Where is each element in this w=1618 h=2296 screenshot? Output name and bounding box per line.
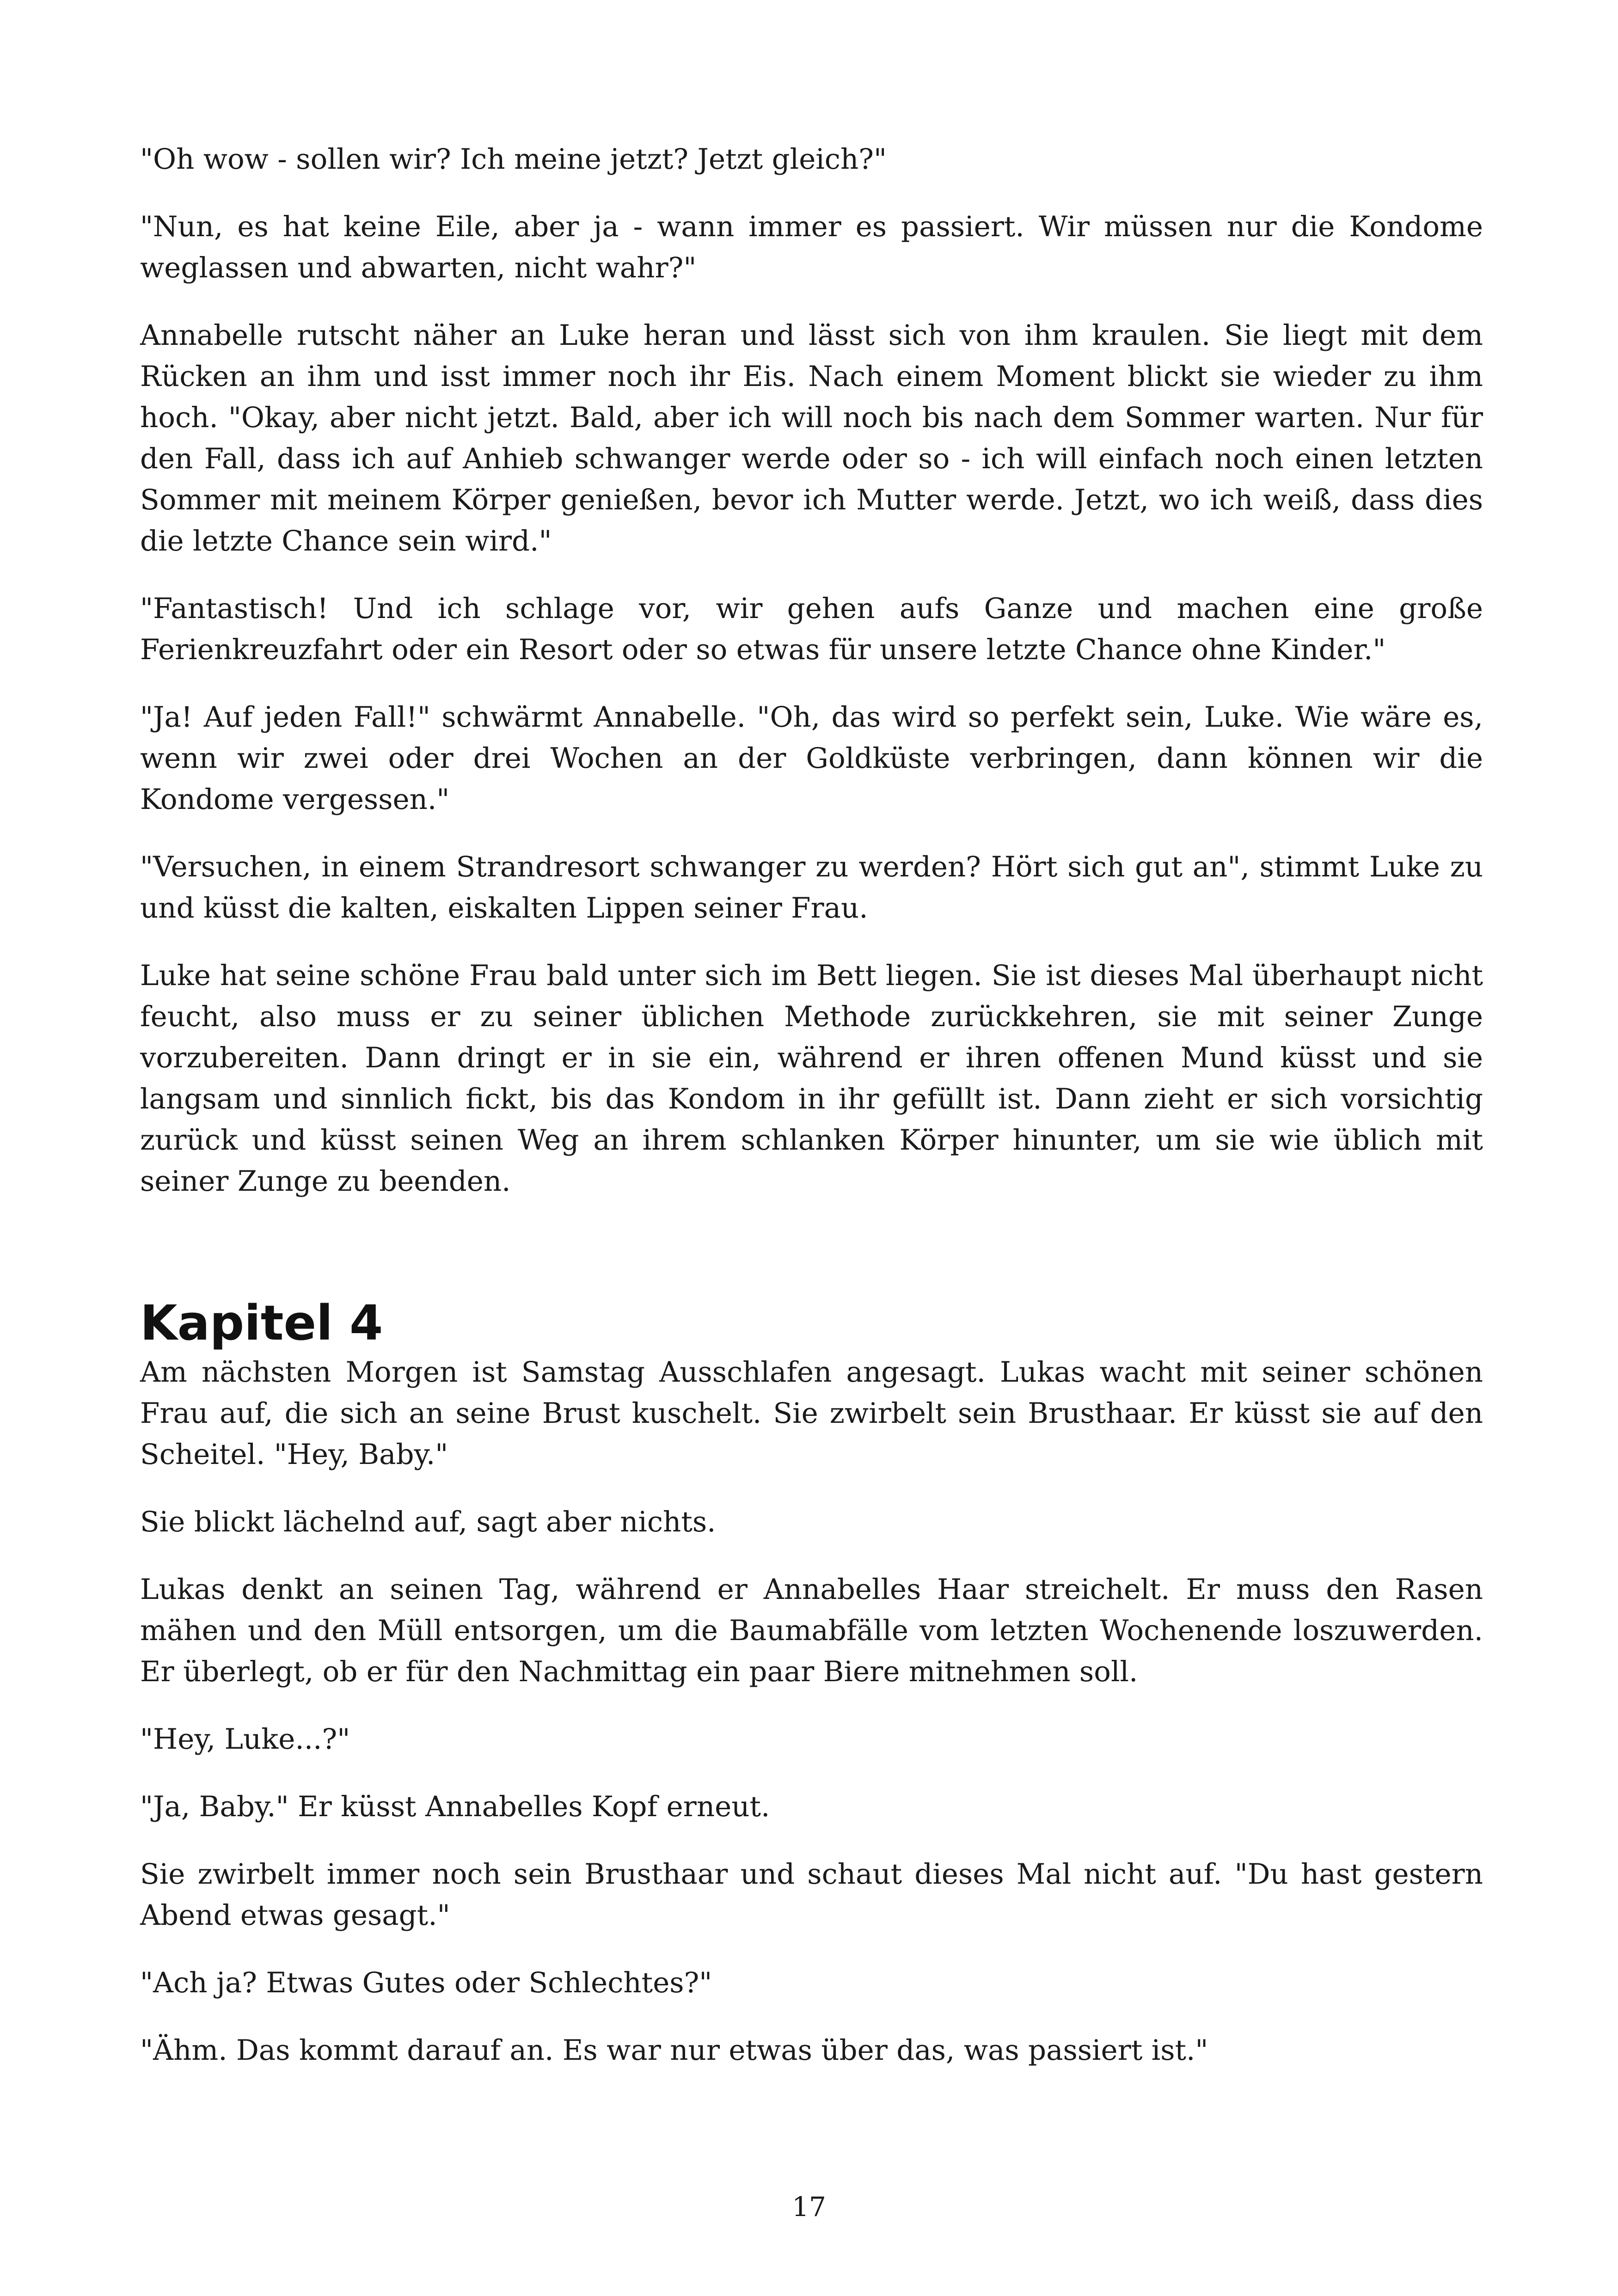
paragraph: Annabelle rutscht näher an Luke heran und lässt sich von ihm kraulen. Sie liegt mit dem Rücken an ihm und isst immer noch ihr Eis. Nach einem Moment blickt sie wieder zu ihm hoch. "Okay, aber nicht jetzt. Bald, aber ich will noch bis nach dem Sommer warten. Nur für den Fall, dass ich auf Anhieb schwanger werde oder so - ich will einfach noch einen letzten Sommer mit meinem Körper genießen, bevor ich Mutter werde. Jetzt, wo ich weiß, dass dies die letzte Chance sein wird." [140, 319, 1483, 557]
paragraph: Sie zwirbelt immer noch sein Brusthaar und schaut dieses Mal nicht auf. "Du hast gestern Abend etwas gesagt." [140, 1858, 1483, 1932]
paragraph: "Hey, Luke...?" [140, 1723, 350, 1756]
paragraph: "Ach ja? Etwas Gutes oder Schlechtes?" [140, 1966, 712, 1999]
chapter-body [140, 1352, 1483, 2071]
paragraph: "Fantastisch! Und ich schlage vor, wir gehen aufs Ganze und machen eine große Ferienkreuzfahrt oder ein Resort oder so etwas für unsere letzte Chance ohne Kinder." [140, 592, 1483, 666]
paragraph: "Ähm. Das kommt darauf an. Es war nur etwas über das, was passiert ist." [140, 2034, 1208, 2067]
paragraph: "Nun, es hat keine Eile, aber ja - wann immer es passiert. Wir müssen nur die Kondome weglassen und abwarten, nicht wahr?" [140, 210, 1483, 284]
paragraph: "Oh wow - sollen wir? Ich meine jetzt? Jetzt gleich?" [140, 143, 887, 176]
paragraph: "Versuchen, in einem Strandresort schwanger zu werden? Hört sich gut an", stimmt Luke zu und küsst die kalten, eiskalten Lippen seiner Frau. [140, 851, 1483, 925]
page-number: 17 [792, 2191, 826, 2223]
page-content [140, 139, 1483, 2097]
chapter-heading: Kapitel 4 [140, 1295, 383, 1351]
paragraph: Sie blickt lächelnd auf, sagt aber nichts. [140, 1506, 716, 1538]
paragraph: Lukas denkt an seinen Tag, während er Annabelles Haar streichelt. Er muss den Rasen mähen und den Müll entsorgen, um die Baumabfälle vom letzten Wochenende loszuwerden. Er überlegt, ob er für den Nachmittag ein paar Biere mitnehmen soll. [140, 1573, 1483, 1688]
paragraph: Luke hat seine schöne Frau bald unter sich im Bett liegen. Sie ist dieses Mal überhaupt nicht feucht, also muss er zu seiner üblichen Methode zurückkehren, sie mit seiner Zunge vorzubereiten. Dann dringt er in sie ein, während er ihren offenen Mund küsst und sie langsam und sinnlich fickt, bis das Kondom in ihr gefüllt ist. Dann zieht er sich vorsichtig zurück und küsst seinen Weg an ihrem schlanken Körper hinunter, um sie wie üblich mit seiner Zunge zu beenden. [140, 959, 1483, 1198]
paragraph: Am nächsten Morgen ist Samstag Ausschlafen angesagt. Lukas wacht mit seiner schönen Frau auf, die sich an seine Brust kuschelt. Sie zwirbelt sein Brusthaar. Er küsst sie auf den Scheitel. "Hey, Baby." [140, 1356, 1483, 1471]
paragraph: "Ja! Auf jeden Fall!" schwärmt Annabelle. "Oh, das wird so perfekt sein, Luke. Wie wäre es, wenn wir zwei oder drei Wochen an der Goldküste verbringen, dann können wir die Kondome vergessen." [140, 701, 1483, 816]
paragraph: "Ja, Baby." Er küsst Annabelles Kopf erneut. [140, 1790, 770, 1823]
